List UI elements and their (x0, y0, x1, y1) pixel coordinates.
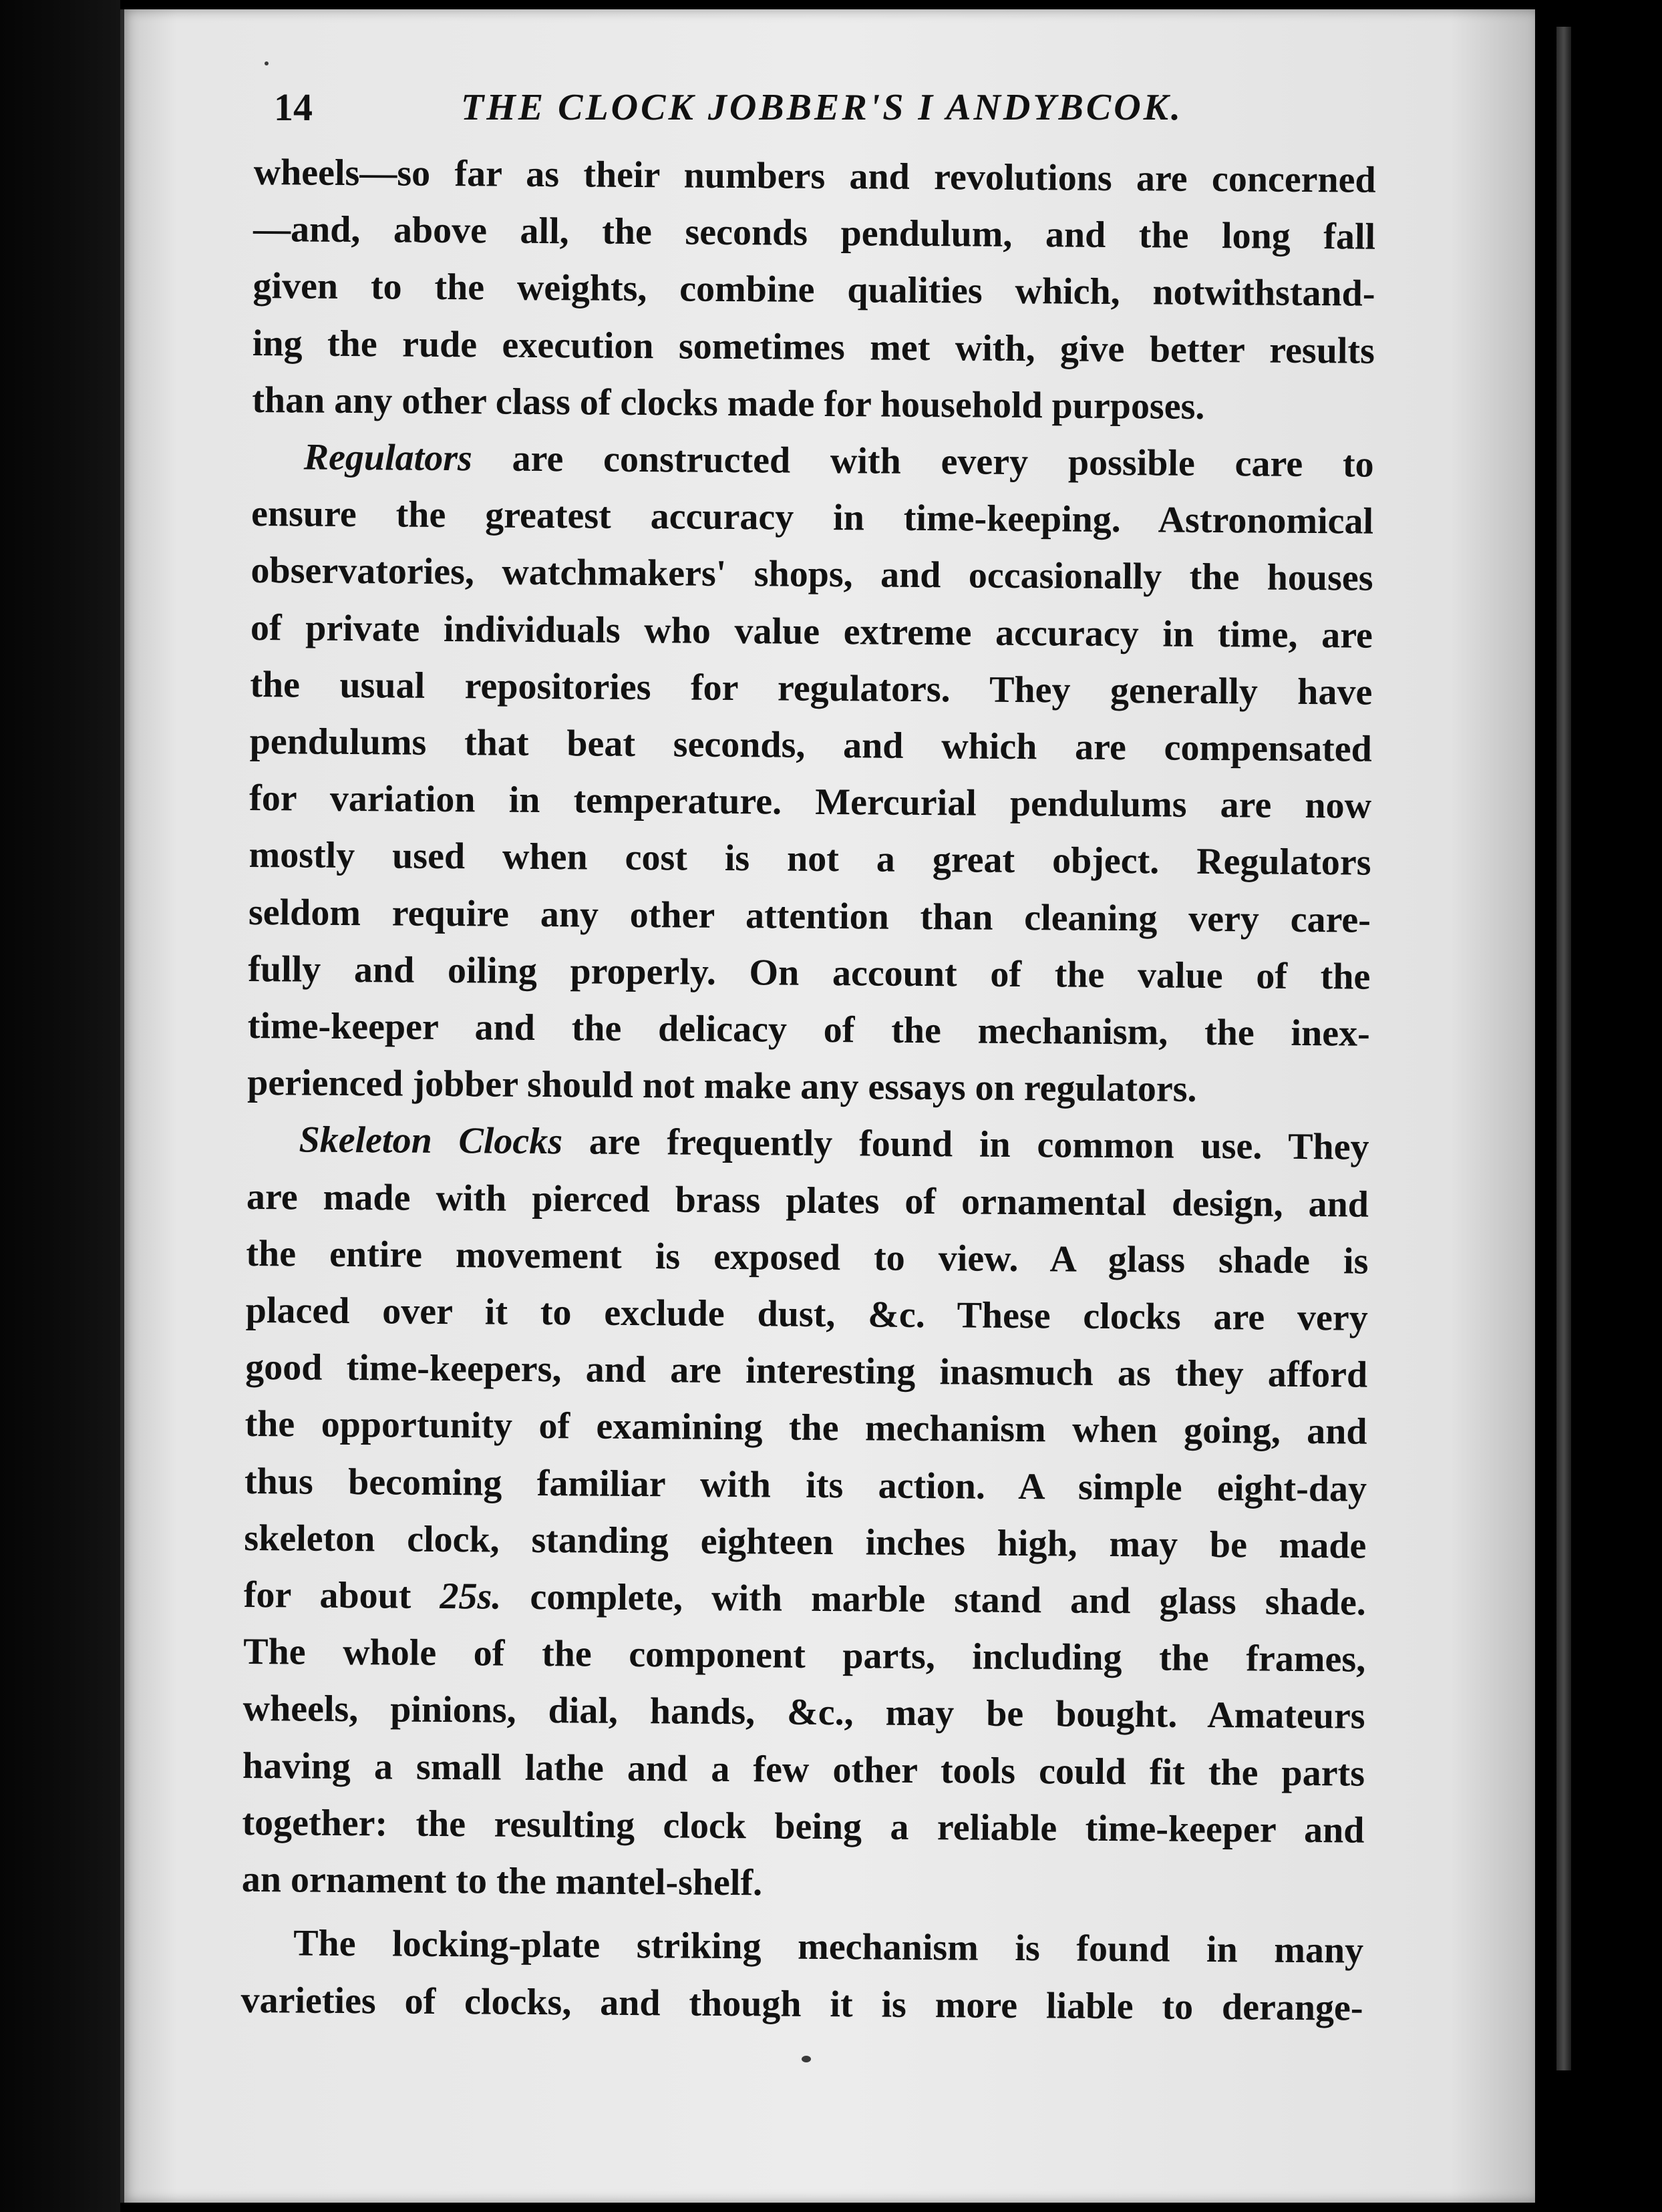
text-line (251, 429, 1374, 494)
text-line: ensure the greatest accuracy in time-keeping. Astronomical (251, 493, 1374, 542)
running-title: THE CLOCK JOBBER'S I ANDYBCOK. (461, 87, 1184, 128)
text-fragment: are constructed with every possible care to (472, 437, 1374, 486)
text-line: good time-keepers, and are interesting inasmuch as they afford (244, 1346, 1368, 1396)
text-line: for variation in temperature. Mercurial pendulums are now (248, 777, 1372, 827)
text-line: the usual repositories for regulators. They generally have (250, 663, 1373, 713)
text-line: pendulums that beat seconds, and which are compensated (249, 721, 1372, 770)
paragraph-skeleton-clocks (242, 1111, 1369, 1916)
text-line (246, 1111, 1369, 1176)
text-line: seldom require any other attention than cleaning very care- (248, 891, 1371, 941)
text-fragment: are frequently found in common use. They (562, 1121, 1369, 1169)
text-line: of private individuals who value extreme accuracy in time, are (250, 606, 1373, 657)
text-line: —and, above all, the seconds pendulum, and the long fall (253, 208, 1376, 258)
text-line: varieties of clocks, and though it is more liable to derange- (240, 1979, 1363, 2029)
text-line: time-keeper and the delicacy of the mechanism, the inex- (247, 1005, 1370, 1055)
text-line: than any other class of clocks made for household purposes. (252, 379, 1205, 427)
term-skeleton-clocks: Skeleton Clocks (299, 1119, 563, 1163)
price-amount: 25s. (440, 1576, 502, 1618)
paragraph-locking-plate (240, 1915, 1363, 2036)
running-head (274, 77, 1369, 138)
text-fragment: for about (243, 1574, 440, 1618)
text-line (244, 1567, 1367, 1632)
text-line: mostly used when cost is not a great object. Regulators (248, 834, 1371, 884)
ink-speck (265, 61, 269, 65)
ink-speck (802, 2056, 811, 2062)
text-line: the entire movement is exposed to view. A glass shade is (246, 1232, 1369, 1282)
text-line: the opportunity of examining the mechanism when going, and (244, 1403, 1367, 1453)
right-border (1535, 0, 1662, 2212)
page-number: 14 (274, 85, 313, 129)
text-line: placed over it to exclude dust, &c. These clocks are very (245, 1290, 1368, 1339)
text-line: wheels, pinions, dial, hands, &c., may be bought. Amateurs (242, 1688, 1365, 1738)
text-line: observatories, watchmakers' shops, and occasionally the houses (251, 550, 1373, 600)
page-binding-edge (120, 9, 124, 2203)
text-line: wheels—so far as their numbers and revolutions are concerned (253, 151, 1376, 201)
text-line: are made with pierced brass plates of ornamental design, and (246, 1175, 1369, 1226)
text-line: The locking-plate striking mechanism is found in many (293, 1922, 1364, 1972)
paragraph-continuation (252, 144, 1376, 437)
text-line: The whole of the component parts, including the frames, (243, 1631, 1366, 1680)
text-line: fully and oiling properly. On account of the value of the (248, 948, 1371, 998)
text-line: together: the resulting clock being a reliable time-keeper and (242, 1801, 1365, 1851)
text-line: an ornament to the mantel-shelf. (241, 1859, 763, 1904)
text-line: skeleton clock, standing eighteen inches high, may be made (244, 1517, 1367, 1567)
text-line: thus becoming familiar with its action. A simple eight-day (244, 1460, 1367, 1510)
next-page-edge (1556, 27, 1571, 2070)
text-line: perienced jobber should not make any essays on regulators. (246, 1062, 1197, 1111)
paragraph-regulators (247, 429, 1374, 1119)
text-line: ing the rude execution sometimes met with, give better results (252, 322, 1375, 372)
text-line: having a small lathe and a few other tools could fit the parts (242, 1744, 1365, 1795)
text-fragment: complete, with marble stand and glass shade. (501, 1576, 1367, 1624)
text-line: given to the weights, combine qualities which, notwithstand- (253, 265, 1375, 315)
term-regulators: Regulators (303, 436, 473, 480)
left-gutter (0, 0, 120, 2212)
body-text (240, 144, 1376, 2036)
